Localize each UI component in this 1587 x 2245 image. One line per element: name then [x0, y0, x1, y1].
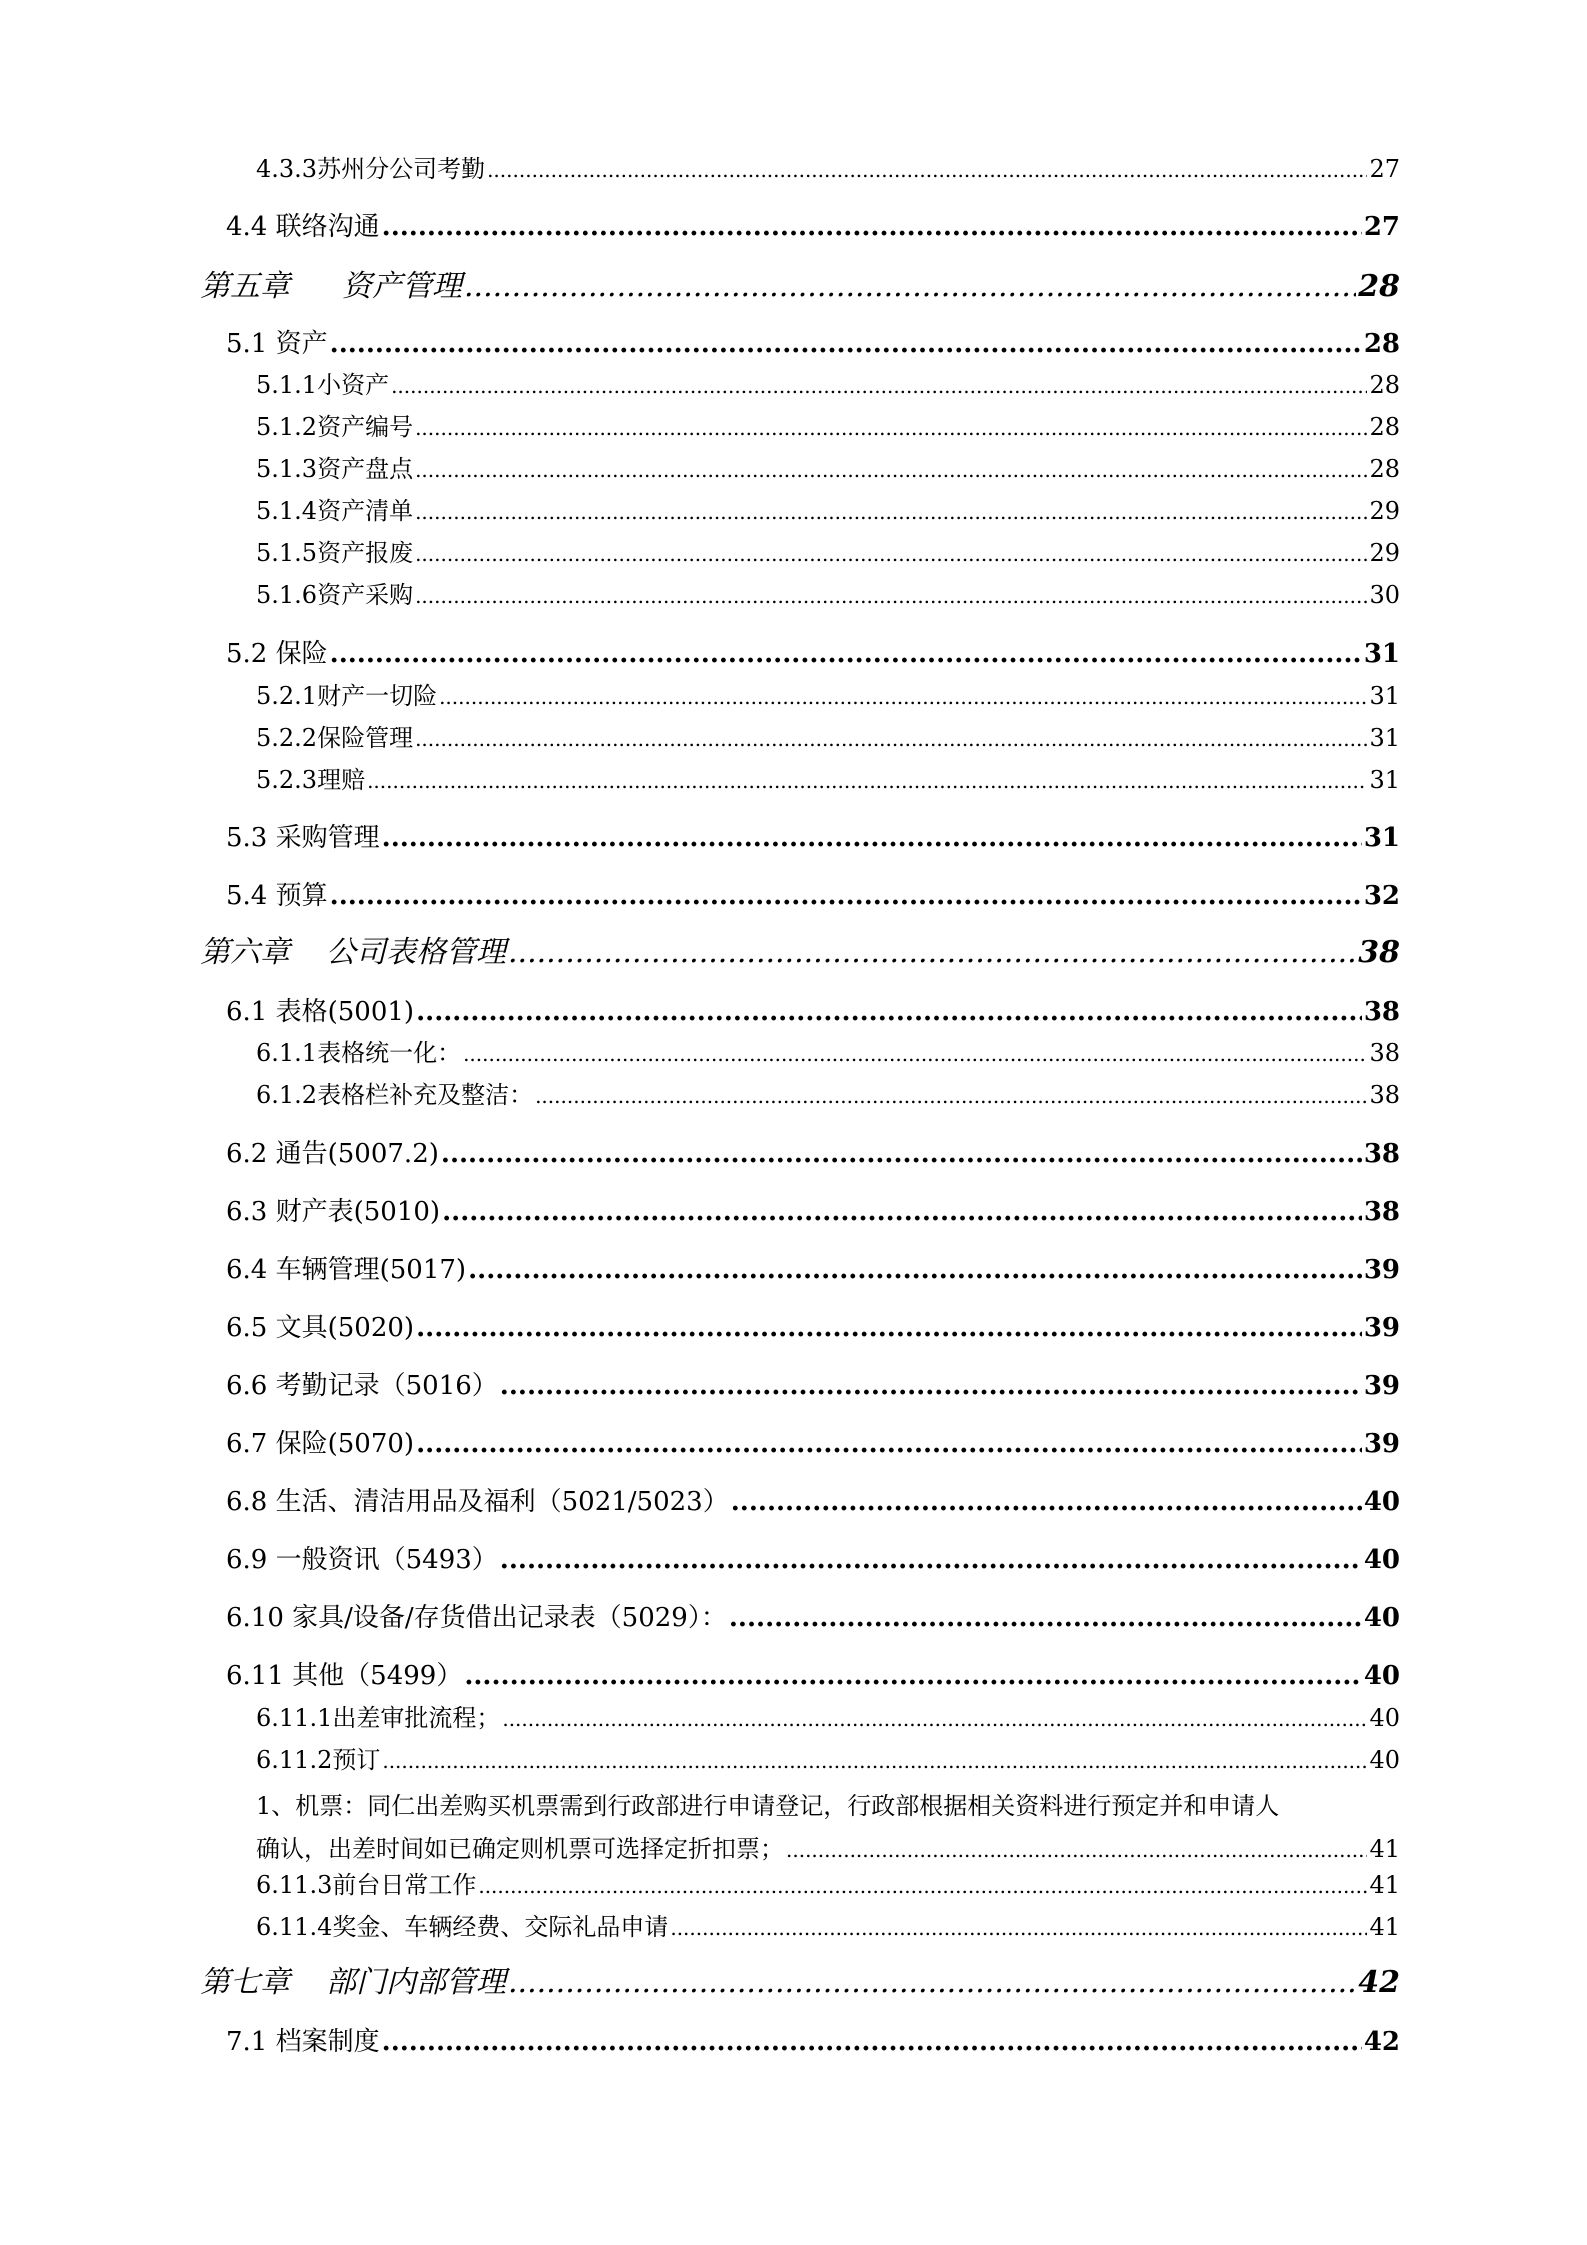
toc-page-number: 31 — [1369, 682, 1400, 710]
toc-entry-5-3[interactable] — [226, 824, 1400, 854]
toc-entry-6-7[interactable] — [226, 1430, 1400, 1460]
paragraph-line — [256, 1828, 1400, 1872]
toc-entry-label: 6.11 其他（5499） — [226, 1661, 463, 1691]
dot-leader — [508, 936, 1356, 971]
toc-entry-label: 5.2 保险 — [226, 639, 328, 669]
toc-entry-6-10[interactable] — [226, 1604, 1400, 1634]
toc-page-number: 29 — [1369, 539, 1400, 567]
toc-entry-6-6[interactable] — [226, 1372, 1400, 1402]
paragraph-text: 1、机票：同仁出差购买机票需到行政部进行申请登记，行政部根据相关资料进行预定并和申请人 — [256, 1792, 1280, 1820]
toc-chapter-label: 第七章 部门内部管理 — [200, 1965, 506, 2000]
toc-entry-label: 6.10 家具/设备/存货借出记录表（5029）： — [226, 1603, 727, 1633]
toc-entry-6-2[interactable] — [226, 1140, 1400, 1170]
toc-page-number: 41 — [1369, 1835, 1400, 1863]
toc-entry-label: 6.4 车辆管理(5017) — [226, 1255, 467, 1285]
toc-entry-7-1[interactable] — [226, 2028, 1400, 2058]
toc-entry-5-1-4[interactable] — [256, 498, 1400, 526]
toc-entry-5-2-3[interactable] — [256, 767, 1400, 795]
toc-entry-6-3[interactable] — [226, 1198, 1400, 1228]
dot-leader — [670, 1917, 1367, 1940]
dot-leader — [330, 330, 1362, 360]
dot-leader — [463, 1043, 1367, 1066]
toc-page-number: 38 — [1358, 935, 1400, 970]
dot-leader — [367, 770, 1367, 793]
dot-leader — [487, 159, 1367, 182]
toc-entry-label: 5.3 采购管理 — [226, 823, 380, 853]
toc-entry-6-1-2[interactable] — [256, 1082, 1400, 1110]
toc-entry-5-4[interactable] — [226, 882, 1400, 912]
toc-entry-6-11-1[interactable] — [256, 1705, 1400, 1733]
dot-leader — [415, 501, 1367, 524]
toc-entry-label: 6.1.1表格统一化： — [256, 1039, 462, 1067]
toc-page-number: 39 — [1363, 1313, 1400, 1343]
toc-page-number: 38 — [1363, 1139, 1400, 1169]
toc-page-number: 40 — [1363, 1545, 1400, 1575]
toc-entry-6-11-3[interactable] — [256, 1872, 1400, 1900]
toc-entry-label: 5.2.2保险管理 — [256, 724, 414, 752]
toc-page-number: 28 — [1358, 269, 1400, 304]
toc-page-number: 38 — [1363, 997, 1400, 1027]
toc-entry-label: 5.4 预算 — [226, 881, 328, 911]
toc-entry-label: 6.1 表格(5001) — [226, 997, 415, 1027]
toc-page-number: 39 — [1363, 1255, 1400, 1285]
toc-entry-label: 7.1 档案制度 — [226, 2027, 380, 2057]
toc-entry-5-1-6[interactable] — [256, 582, 1400, 610]
toc-page-number: 31 — [1363, 823, 1400, 853]
paragraph-text: 确认，出差时间如已确定则机票可选择定折扣票； — [256, 1835, 784, 1863]
toc-entry-6-11-2[interactable] — [256, 1747, 1400, 1775]
dot-leader — [391, 375, 1367, 398]
toc-entry-5-2-2[interactable] — [256, 725, 1400, 753]
toc-entry-label: 6.11.2预订 — [256, 1746, 381, 1774]
toc-page-number: 31 — [1363, 639, 1400, 669]
toc-entry-6-11-4[interactable] — [256, 1914, 1400, 1942]
dot-leader — [468, 1256, 1362, 1286]
dot-leader — [416, 1314, 1362, 1344]
toc-entry-label: 5.1.1小资产 — [256, 371, 390, 399]
dot-leader — [731, 1488, 1362, 1518]
dot-leader — [442, 1198, 1362, 1228]
dot-leader — [535, 1085, 1367, 1108]
dot-leader — [508, 1966, 1356, 2001]
toc-entry-5-1-5[interactable] — [256, 540, 1400, 568]
toc-page-number: 42 — [1363, 2027, 1400, 2057]
toc-page-number: 40 — [1369, 1704, 1400, 1732]
toc-entry-label: 6.9 一般资讯（5493） — [226, 1545, 498, 1575]
dot-leader — [729, 1604, 1362, 1634]
toc-page-number: 38 — [1369, 1081, 1400, 1109]
toc-entry-6-11[interactable] — [226, 1662, 1400, 1692]
dot-leader — [382, 213, 1362, 243]
toc-page-number: 41 — [1369, 1871, 1400, 1899]
toc-page-number: 39 — [1363, 1371, 1400, 1401]
toc-entry-label: 6.11.1出差审批流程； — [256, 1704, 501, 1732]
dot-leader — [382, 1750, 1367, 1773]
dot-leader — [416, 998, 1362, 1028]
toc-entry-label: 5.2.3理赔 — [256, 766, 366, 794]
toc-page-number: 28 — [1369, 371, 1400, 399]
toc-entry-5-1-1[interactable] — [256, 372, 1400, 400]
dot-leader — [415, 417, 1367, 440]
toc-chapter-6[interactable] — [200, 936, 1400, 971]
toc-page-number: 30 — [1369, 581, 1400, 609]
toc-page-number: 40 — [1363, 1661, 1400, 1691]
toc-entry-6-1[interactable] — [226, 998, 1400, 1028]
toc-entry-label: 6.1.2表格栏补充及整洁： — [256, 1081, 534, 1109]
dot-leader — [416, 1430, 1362, 1460]
toc-page-number: 40 — [1363, 1603, 1400, 1633]
dot-leader — [464, 1662, 1361, 1692]
toc-page-number: 31 — [1369, 724, 1400, 752]
dot-leader — [478, 1875, 1367, 1898]
toc-entry-label: 6.8 生活、清洁用品及福利（5021/5023） — [226, 1487, 729, 1517]
dot-leader — [382, 2028, 1362, 2058]
toc-entry-label: 6.11.3前台日常工作 — [256, 1871, 477, 1899]
toc-entry-label: 5.1.6资产采购 — [256, 581, 414, 609]
dot-leader — [415, 728, 1367, 751]
toc-page-number: 42 — [1358, 1965, 1400, 2000]
toc-page-number: 31 — [1369, 766, 1400, 794]
toc-entry-label: 5.2.1财产一切险 — [256, 682, 438, 710]
dot-leader — [330, 882, 1362, 912]
toc-page-number: 29 — [1369, 497, 1400, 525]
toc-page-number: 41 — [1369, 1913, 1400, 1941]
toc-entry-label: 5.1.3资产盘点 — [256, 455, 414, 483]
toc-entry-5-1-3[interactable] — [256, 456, 1400, 484]
toc-entry-label: 4.3.3苏州分公司考勤 — [256, 155, 486, 183]
toc-page-number: 38 — [1369, 1039, 1400, 1067]
dot-leader — [502, 1708, 1367, 1731]
toc-entry-5-2-1[interactable] — [256, 683, 1400, 711]
toc-entry-label: 6.3 财产表(5010) — [226, 1197, 441, 1227]
toc-page-number: 39 — [1363, 1429, 1400, 1459]
toc-entry-4-4[interactable] — [226, 213, 1400, 243]
toc-chapter-label: 第六章 公司表格管理 — [200, 935, 506, 970]
dot-leader — [500, 1546, 1362, 1576]
toc-paragraph-air-ticket[interactable] — [256, 1785, 1400, 1872]
toc-page-number: 28 — [1369, 413, 1400, 441]
toc-chapter-label: 第五章 资产管理 — [200, 269, 462, 304]
dot-leader — [439, 686, 1367, 709]
dot-leader — [786, 1829, 1367, 1872]
paragraph-line — [256, 1785, 1400, 1828]
toc-page-number: 28 — [1363, 329, 1400, 359]
toc-entry-label: 5.1.2资产编号 — [256, 413, 414, 441]
dot-leader — [415, 543, 1367, 566]
toc-entry-6-4[interactable] — [226, 1256, 1400, 1286]
toc-entry-label: 5.1.5资产报废 — [256, 539, 414, 567]
toc-page-number: 32 — [1363, 881, 1400, 911]
toc-entry-6-9[interactable] — [226, 1546, 1400, 1576]
toc-chapter-7[interactable] — [200, 1966, 1400, 2001]
toc-page-number: 27 — [1363, 212, 1400, 242]
dot-leader — [441, 1140, 1362, 1170]
toc-page-number: 40 — [1363, 1487, 1400, 1517]
toc-page-number: 38 — [1363, 1197, 1400, 1227]
toc-entry-label: 6.6 考勤记录（5016） — [226, 1371, 498, 1401]
toc-entry-label: 6.2 通告(5007.2) — [226, 1139, 439, 1169]
dot-leader — [415, 585, 1367, 608]
dot-leader — [382, 824, 1362, 854]
toc-entry-label: 5.1.4资产清单 — [256, 497, 414, 525]
toc-page-number: 27 — [1369, 155, 1400, 183]
toc-entry-6-1-1[interactable] — [256, 1040, 1400, 1068]
toc-entry-4-3-3[interactable] — [256, 156, 1400, 184]
dot-leader — [330, 640, 1362, 670]
toc-entry-label: 6.7 保险(5070) — [226, 1429, 415, 1459]
toc-entry-label: 4.4 联络沟通 — [226, 212, 380, 242]
toc-entry-6-8[interactable] — [226, 1488, 1400, 1518]
toc-entry-label: 6.11.4奖金、车辆经费、交际礼品申请 — [256, 1913, 669, 1941]
toc-entry-5-2[interactable] — [226, 640, 1400, 670]
toc-entry-label: 6.5 文具(5020) — [226, 1313, 415, 1343]
dot-leader — [464, 270, 1356, 305]
dot-leader — [500, 1372, 1362, 1402]
dot-leader — [415, 459, 1367, 482]
toc-entry-5-1[interactable] — [226, 330, 1400, 360]
toc-entry-label: 5.1 资产 — [226, 329, 328, 359]
toc-page-number: 40 — [1369, 1746, 1400, 1774]
toc-chapter-5[interactable] — [200, 270, 1400, 305]
toc-entry-5-1-2[interactable] — [256, 414, 1400, 442]
toc-page-number: 28 — [1369, 455, 1400, 483]
toc-entry-6-5[interactable] — [226, 1314, 1400, 1344]
